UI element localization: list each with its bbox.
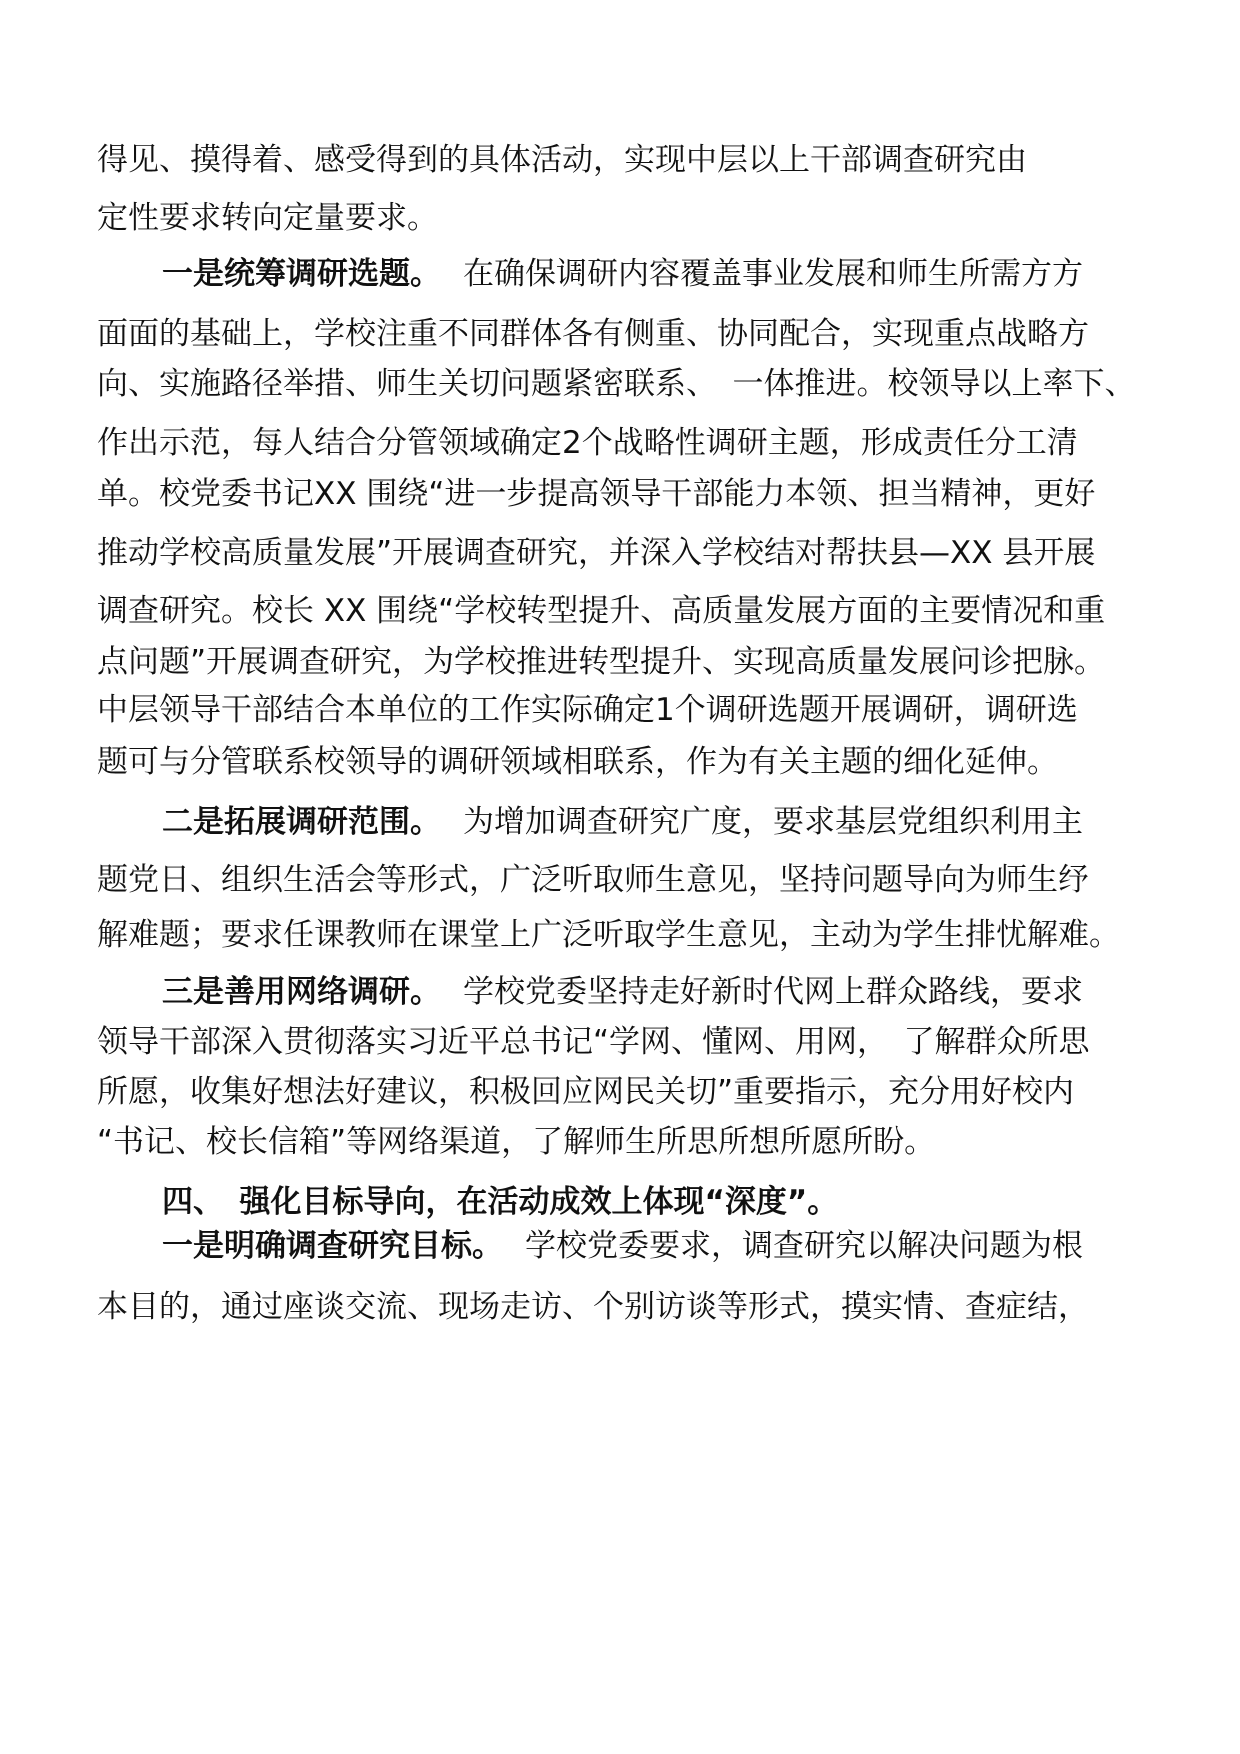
text-line-20: 学校党委要求，调查研究以解决问题为根 — [525, 1228, 1083, 1264]
heading-research-goals: 一是明确调查研究目标。 — [162, 1228, 503, 1264]
text-line-12: 题可与分管联系校领导的调研领域相联系，作为有关主题的细化延伸。 — [97, 744, 1058, 780]
text-line-6: 作出示范，每人结合分管领域确定2个战略性调研主题，形成责任分工清 — [97, 425, 1078, 461]
text-line-9: 调查研究。校长 XX 围绕“学校转型提升、高质量发展方面的主要情况和重 — [97, 593, 1106, 629]
paragraph-3-first-line — [162, 970, 1083, 1014]
paragraph-1-first-line — [162, 252, 1083, 296]
section-heading-four: 四、 强化目标导向，在活动成效上体现“深度”。 — [162, 1184, 839, 1220]
text-line-8: 推动学校高质量发展”开展调查研究，并深入学校结对帮扶县—XX 县开展 — [97, 535, 1096, 571]
text-line-2: 定性要求转向定量要求。 — [97, 200, 438, 236]
heading-coordinate-topics: 一是统筹调研选题。 — [162, 256, 441, 292]
text-line-15: 解难题；要求任课教师在课堂上广泛听取学生意见，主动为学生排忧解难。 — [97, 917, 1120, 953]
text-line-21: 本目的，通过座谈交流、现场走访、个别访谈等形式，摸实情、查症结， — [97, 1289, 1089, 1325]
text-line-5: 向、实施路径举措、师生关切问题紧密联系、 一体推进。校领导以上率下、 — [97, 366, 1136, 402]
paragraph-2-first-line — [162, 800, 1083, 844]
text-line-4: 面面的基础上，学校注重不同群体各有侧重、协同配合，实现重点战略方 — [97, 316, 1089, 352]
text-line-3: 在确保调研内容覆盖事业发展和师生所需方方 — [463, 256, 1083, 292]
text-line-19: “书记、校长信箱”等网络渠道，了解师生所思所想所愿所盼。 — [97, 1124, 936, 1160]
text-line-11: 中层领导干部结合本单位的工作实际确定1个调研选题开展调研，调研选 — [97, 692, 1078, 728]
text-line-7: 单。校党委书记XX 围绕“进一步提高领导干部能力本领、担当精神，更好 — [97, 476, 1096, 512]
text-line-16: 学校党委坚持走好新时代网上群众路线，要求 — [463, 974, 1083, 1010]
text-line-1: 得见、摸得着、感受得到的具体活动，实现中层以上干部调查研究由 — [97, 142, 1027, 178]
paragraph-4-first-line — [162, 1224, 1083, 1268]
text-line-13: 为增加调查研究广度，要求基层党组织利用主 — [463, 804, 1083, 840]
text-line-14: 题党日、组织生活会等形式，广泛听取师生意见，坚持问题导向为师生纾 — [97, 862, 1089, 898]
text-line-10: 点问题”开展调查研究，为学校推进转型提升、实现高质量发展问诊把脉。 — [97, 644, 1106, 680]
text-line-17: 领导干部深入贯彻落实习近平总书记“学网、懂网、用网， 了解群众所思 — [97, 1024, 1090, 1060]
heading-online-research: 三是善用网络调研。 — [162, 974, 441, 1010]
heading-expand-scope: 二是拓展调研范围。 — [162, 804, 441, 840]
text-line-18: 所愿，收集好想法好建议，积极回应网民关切”重要指示，充分用好校内 — [97, 1074, 1075, 1110]
